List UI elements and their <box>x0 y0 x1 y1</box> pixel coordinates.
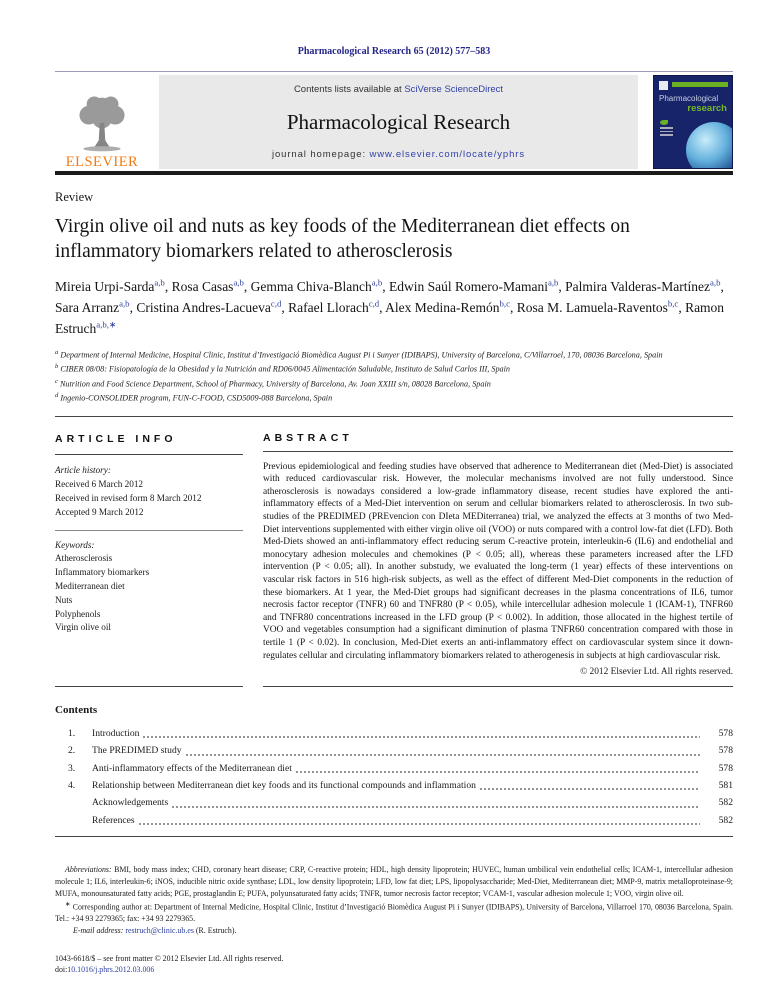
abstract-text: Previous epidemiological and feeding studies have observed that adherence to Mediterranean diet (Med-Diet) is associated with reduced cardiovascular risk. However, the molecular mechanisms involved are not fully understood. Since atherosclerosis is nowadays considered a low-grade inflammatory disease, recent studies have explored the anti-inflammatory effects of a Med-Diet intervention on serum and cellular biomarkers related to atherosclerosis. In two sub-studies of the PREDIMED (PREvencion con DIeta MEDiterranea) trial, we analyzed the effects at 3 months of two Med-Diet interventions supplemented with either virgin olive oil (VOO) or nuts compared with a control low-fat diet (LFD). Both Med-Diets showed an anti-inflammatory effect reducing serum C-reactive protein, interleukin-6 (IL6) and endothelial and monocytary adhesion molecules and chemokines (P < 0.05; all), whereas these parameters increased after the LFD intervention (P < 0.05; all). In another substudy, we evaluated the long-term (1 year) effects of these interventions on vascular risk factors in 516 high-risk subjects, as well as the effect of different Med-Diet components in the reduction of these biomarkers. At 1 year, the Med-Diet groups had significant decreases in the plasma concentrations of IL6, tumor necrosis factor receptor (TNFR) 60 and TNFR80 (P < 0.05), while intercellular adhesion molecule 1 (ICAM-1), TNFR60 and TNFR80 concentrations increased in the LFD group (P < 0.002). In addition, those allocated in the highest tertile of VOO and vegetables consumption had a significant diminution of plasma TNFR60 concentration compared with those in tertile 1 (P < 0.02). In conclusion, Med-Diet exerts an anti-inflammatory effect on cardiovascular system since it down-regulates cellular and circulating inflammatory biomarkers related to atherogenesis in subjects at high cardiovascular risk. <box>263 461 733 661</box>
article-type-label: Review <box>55 190 94 204</box>
email-link[interactable]: restruch@clinic.ub.es <box>125 926 194 936</box>
toc-page-number: 578 <box>718 762 733 774</box>
corresponding-author-footnote <box>55 900 733 926</box>
cover-title-line1: Pharmacological <box>659 94 719 103</box>
journal-title: Pharmacological Research <box>286 109 511 134</box>
keyword: Inflammatory biomarkers <box>55 567 150 578</box>
cover-title-line2: research <box>687 103 727 114</box>
corresponding-author-text: Corresponding author at: Department of Internal Medicine, Hospital Clinic, Institut d’Investigació Biomèdica August Pi i Sunyer (IDIBAPS), University of Barcelona, Villarroel 170, 08036 Barcelona, Spain. Tel.: +34 93 2279365; fax: +34 93 2279365. <box>55 902 733 924</box>
elsevier-wordmark: ELSEVIER <box>65 153 139 170</box>
journal-homepage-link[interactable]: www.elsevier.com/locate/yphrs <box>369 149 525 160</box>
cover-microscopy-image <box>686 122 733 169</box>
divider <box>55 416 733 417</box>
toc-page-number: 581 <box>718 779 733 791</box>
author: Rosa Casas$^{a,b}$, <box>171 277 251 295</box>
keyword: Nuts <box>55 594 73 605</box>
cover-green-bar <box>672 82 728 87</box>
author: Sara Arranz$^{a,b}$, <box>55 298 137 315</box>
author: Gemma Chiva-Blanch$^{a,b}$, <box>250 277 389 295</box>
divider <box>55 530 243 531</box>
author: Cristina Andres-Lacueva$^{c,d}$, <box>136 298 289 315</box>
contents-availability-line <box>294 84 503 95</box>
toc-leader-dots <box>479 788 700 790</box>
author: Ramon Estruch$^{a,b,∗}$ <box>55 299 725 336</box>
cover-leaf-emblem <box>660 120 674 136</box>
article-history-label: Article history: <box>55 465 111 476</box>
affiliation: $^c$ Nutrition and Food Science Department, School of Pharmacy, University of Barcelona, Av. Joan XXIII s/n, 08028 Barcelona, Spain <box>55 377 491 389</box>
divider <box>263 451 733 452</box>
toc-page-number: 578 <box>718 745 733 757</box>
email-label: E-mail address: <box>73 926 126 936</box>
affiliation-list <box>55 348 733 406</box>
journal-cover-thumbnail <box>653 75 733 169</box>
toc-number: 1. <box>68 728 76 740</box>
toc-leader-dots <box>138 823 700 825</box>
toc-leader-dots <box>142 736 700 738</box>
abstract-column <box>263 432 733 688</box>
toc-label: The PREDIMED study <box>92 745 182 757</box>
toc-leader-dots <box>171 806 700 808</box>
issn-copyright-line: 1043-6618/$ – see front matter © 2012 Elsevier Ltd. All rights reserved. <box>55 953 284 963</box>
toc-page-number: 582 <box>718 797 733 809</box>
toc-entry[interactable] <box>68 725 733 742</box>
sciverse-sciencedirect-link[interactable]: SciVerse ScienceDirect <box>404 84 504 95</box>
toc-label: References <box>92 814 135 826</box>
toc-label: Anti-inflammatory effects of the Mediterranean diet <box>92 762 292 774</box>
author: Rafael Llorach$^{c,d}$, <box>288 298 386 315</box>
author: Rosa M. Lamuela-Raventos$^{b,c}$, <box>516 298 686 315</box>
abbreviations-label: Abbreviations: <box>65 864 112 874</box>
author: Edwin Saúl Romero-Mamani$^{a,b}$, <box>388 277 566 295</box>
toc-page-number: 578 <box>718 728 733 740</box>
toc-leader-dots <box>185 754 700 756</box>
article-info-column <box>55 432 243 688</box>
divider <box>55 71 733 72</box>
author: Alex Medina-Remón$^{b,c}$, <box>385 298 517 315</box>
keyword: Mediterranean diet <box>55 581 125 592</box>
keywords-label: Keywords: <box>55 539 95 550</box>
toc-leader-dots <box>295 771 700 773</box>
author-list <box>55 277 733 339</box>
toc-label: Acknowledgements <box>92 797 169 809</box>
toc-number: 2. <box>68 745 76 757</box>
divider <box>55 836 733 837</box>
footnotes <box>55 864 733 938</box>
abbreviations-text: BMI, body mass index; CHD, coronary heart disease; CRP, C-reactive protein; HDL, high density lipoprotein; HUVEC, human umbilical vein endothelial cells; ICAM-1, intercellular adhesion molecule 1; IL6, interleukin-6; iNOS, inducible nitric oxide synthase; LDL, low density lipoprotein; LFD, low fat diet; LPS, lipopolysaccharide; Med-Diet, Mediterranean diet; MMP-9, matrix metalloproteinase-9; MUFA, monounsaturated fatty acids; PGE, prostaglandin E; PUFA, polyunsaturated fatty acids; TNFR, tumor necrosis factor receptor; VCAM-1, vascular adhesion molecule 1; VOO, virgin olive oil. <box>55 864 733 898</box>
history-entry: Received in revised form 8 March 2012 <box>55 493 202 504</box>
author: Mireia Urpi-Sarda$^{a,b}$, <box>55 277 172 295</box>
journal-citation: Pharmacological Research 65 (2012) 577–583 <box>297 46 491 57</box>
doi-link[interactable]: 10.1016/j.phrs.2012.03.006 <box>67 965 155 975</box>
toc-entry[interactable] <box>68 760 733 777</box>
elsevier-logo <box>55 75 159 169</box>
journal-header-banner <box>55 75 733 169</box>
toc-number: 3. <box>68 762 76 774</box>
doi-line <box>55 964 733 976</box>
doi-label: doi: <box>55 965 68 975</box>
keyword: Virgin olive oil <box>55 622 111 633</box>
history-entry: Accepted 9 March 2012 <box>55 506 144 517</box>
cover-mini-logo <box>659 81 668 90</box>
contents-availability-text: Contents lists available at <box>293 84 405 95</box>
abbreviations-footnote <box>55 864 733 900</box>
toc-entry[interactable] <box>68 794 733 811</box>
email-suffix: (R. Estruch). <box>193 926 237 936</box>
toc-number: 4. <box>68 779 76 791</box>
toc-page-number: 582 <box>718 814 733 826</box>
toc-label: Introduction <box>92 728 140 740</box>
divider <box>55 454 243 455</box>
imprint <box>55 953 733 977</box>
contents-heading: Contents <box>55 704 98 717</box>
affiliation: $^b$ CIBER 08/08: Fisiopatología de la Obesidad y la Nutrición and RD06/0045 Alimentación Saludable, Instituto de Salud Carlos III, Spain <box>55 363 511 375</box>
article-info-heading: ARTICLE INFO <box>55 432 177 445</box>
article-info-abstract-section <box>55 432 733 688</box>
toc-entry[interactable] <box>68 812 733 829</box>
keyword: Polyphenols <box>55 608 101 619</box>
email-footnote <box>55 925 733 937</box>
homepage-label: journal homepage: <box>271 149 370 160</box>
affiliation: $^a$ Department of Internal Medicine, Hospital Clinic, Institut d’Investigació Biomèdica August Pi i Sunyer (IDIBAPS), University of Barcelona, C/Villarroel, 170, 08036 Barcelona, Spain <box>55 348 663 360</box>
author: Palmira Valderas-Martínez$^{a,b}$, <box>565 277 724 295</box>
divider <box>55 171 733 175</box>
table-of-contents <box>55 725 733 829</box>
affiliation: $^d$ Ingenio-CONSOLIDER program, FUN-C-FOOD, CSD5009-088 Barcelona, Spain <box>55 392 333 403</box>
abstract-heading: ABSTRACT <box>263 431 353 444</box>
toc-label: Relationship between Mediterranean diet key foods and its functional compounds and inflammation <box>92 779 476 791</box>
toc-entry[interactable] <box>68 742 733 759</box>
toc-entry[interactable] <box>68 777 733 794</box>
corresponding-author-marker: ∗ <box>65 900 71 908</box>
copyright-line: © 2012 Elsevier Ltd. All rights reserved. <box>580 667 733 678</box>
history-entry: Received 6 March 2012 <box>55 479 144 490</box>
journal-banner-box <box>159 75 638 169</box>
elsevier-tree-icon <box>69 94 135 154</box>
journal-homepage-line <box>272 149 525 160</box>
keyword: Atherosclerosis <box>55 553 113 564</box>
article-title: Virgin olive oil and nuts as key foods of the Mediterranean diet effects on inflammatory biomarkers related to atherosclerosis <box>55 216 630 263</box>
